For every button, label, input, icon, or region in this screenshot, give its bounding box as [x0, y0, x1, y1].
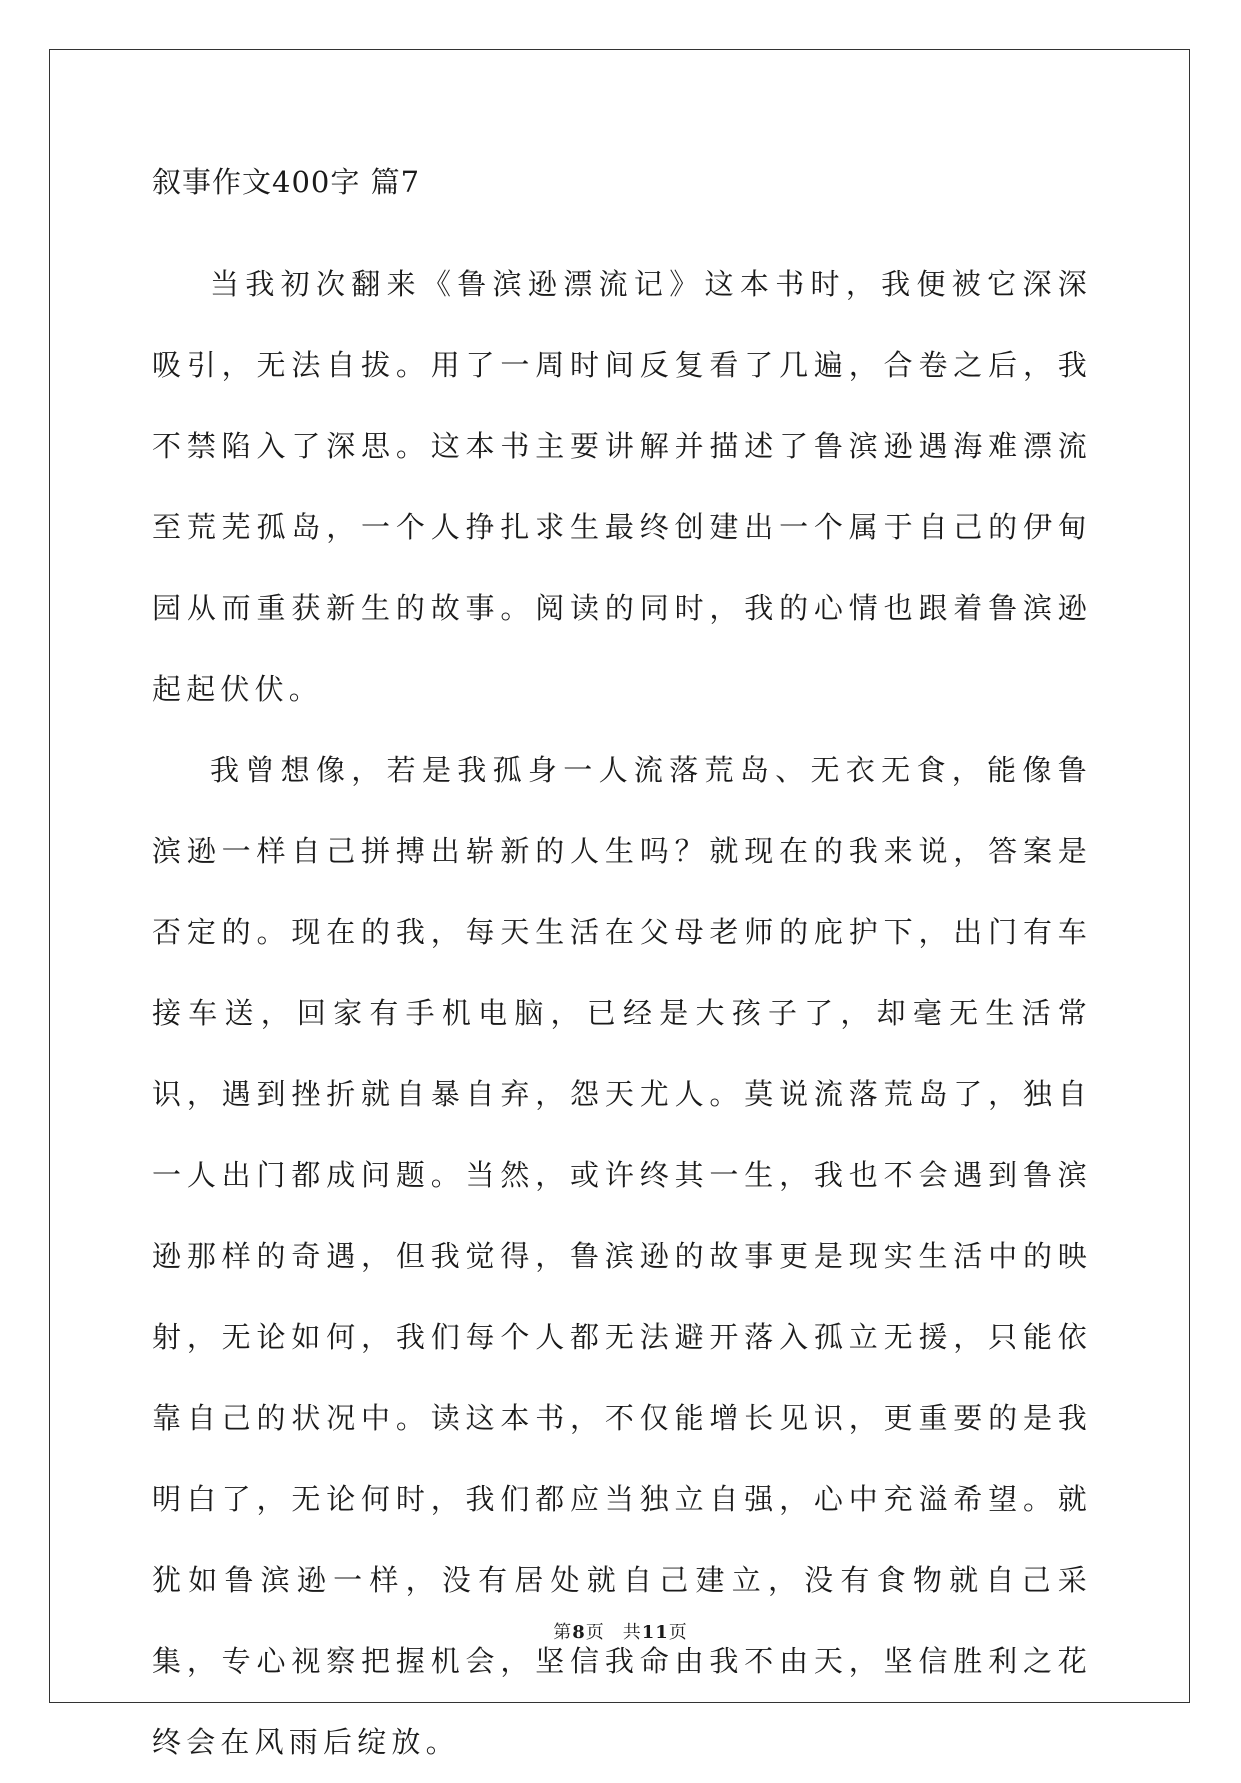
document-title: 叙事作文400字 篇7	[152, 165, 421, 199]
total-label-suffix: 页	[668, 1622, 688, 1643]
paragraph-2: 我曾想像，若是我孤身一人流落荒岛、无衣无食，能像鲁滨逊一样自己拼搏出崭新的人生吗？就现在的我来说，答案是否定的。现在的我，每天生活在父母老师的庇护下，出门有车接车送，回家有手机电脑，已经是大孩子了，却毫无生活常识，遇到挫折就自暴自弃，怨天尤人。莫说流落荒岛了，独自一人出门都成问题。当然，或许终其一生，我也不会遇到鲁滨逊那样的奇遇，但我觉得，鲁滨逊的故事更是现实生活中的映射，无论如何，我们每个人都无法避开落入孤立无援，只能依靠自己的状况中。读这本书，不仅能增长见识，更重要的是我明白了，无论何时，我们都应当独立自强，心中充溢希望。就犹如鲁滨逊一样，没有居处就自己建立，没有食物就自己采集，专心视察把握机会，坚信我命由我不由天，坚信胜利之花终会在风雨后绽放。	[152, 753, 1092, 1759]
page-label-prefix: 第	[553, 1622, 573, 1643]
page-label-suffix: 页	[585, 1622, 605, 1643]
document-body	[152, 162, 1092, 1783]
total-label-prefix: 共	[622, 1622, 642, 1643]
paragraph-1: 当我初次翻来《鲁滨逊漂流记》这本书时，我便被它深深吸引，无法自拔。用了一周时间反复看了几遍，合卷之后，我不禁陷入了深思。这本书主要讲解并描述了鲁滨逊遇海难漂流至荒芜孤岛，一个人挣扎求生最终创建出一个属于自己的伊甸园从而重获新生的故事。阅读的同时，我的心情也跟着鲁滨逊起起伏伏。	[152, 267, 1092, 706]
total-pages: 11	[641, 1622, 669, 1643]
page-footer	[0, 1621, 1241, 1645]
page-number: 8	[572, 1622, 586, 1643]
